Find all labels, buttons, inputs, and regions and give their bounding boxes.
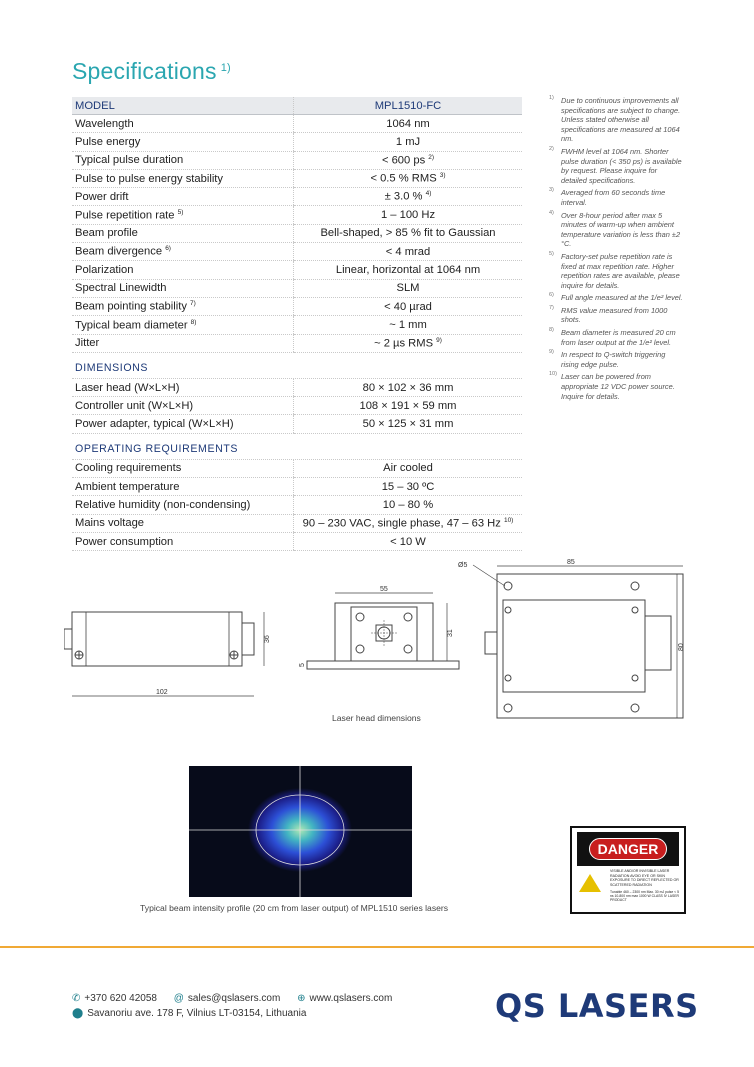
spec-label: Relative humidity (non-condensing) bbox=[72, 496, 294, 514]
spec-row bbox=[72, 397, 522, 415]
spec-label: Cooling requirements bbox=[72, 459, 294, 477]
footnote: 3) Averaged from 60 seconds time interval. bbox=[549, 187, 666, 207]
at-icon: @ bbox=[173, 993, 184, 1004]
phone-number[interactable]: +370 620 42058 bbox=[84, 993, 157, 1004]
beam-caption: Typical beam intensity profile (20 cm from laser output) of MPL1510 series lasers bbox=[140, 903, 449, 913]
company-logo: QS LASERS bbox=[495, 987, 699, 1025]
danger-label bbox=[570, 826, 686, 914]
spec-value: 90 – 230 VAC, single phase, 47 – 63 Hz $^{10)}$ bbox=[294, 514, 523, 532]
spec-value: Air cooled bbox=[294, 459, 523, 477]
footnotes bbox=[549, 96, 684, 404]
section-operating-requirements: OPERATING REQUIREMENTS bbox=[72, 433, 522, 459]
footnote: 5) Factory-set pulse repetition rate is fixed at max repetition rate. Higher repetition rates are available, please inquire for details. bbox=[549, 250, 680, 290]
spec-label: Mains voltage bbox=[72, 514, 294, 532]
spec-value: < 0.5 % RMS $^{3)}$ bbox=[294, 169, 523, 187]
spec-value: 1 – 100 Hz bbox=[294, 206, 523, 224]
spec-value: Bell-shaped, > 85 % fit to Gaussian bbox=[294, 224, 523, 242]
spec-value: 108 × 191 × 59 mm bbox=[294, 397, 523, 415]
spec-value: < 4 mrad bbox=[294, 243, 523, 261]
spec-value: ± 3.0 % $^{4)}$ bbox=[294, 188, 523, 206]
spec-row bbox=[72, 297, 522, 315]
spec-value: 50 × 125 × 31 mm bbox=[294, 415, 523, 433]
spec-row bbox=[72, 316, 522, 334]
spec-label: Power drift bbox=[72, 188, 294, 206]
dim-5-label: 5 bbox=[299, 663, 306, 667]
spec-value: < 600 ps $^{2)}$ bbox=[294, 151, 523, 169]
spec-label: Power adapter, typical (W×L×H) bbox=[72, 415, 294, 433]
spec-row bbox=[72, 496, 522, 514]
footnote: 7) RMS value measured from 1000 shots. bbox=[549, 304, 668, 325]
spec-row bbox=[72, 243, 522, 261]
footnote: 2) FWHM level at 1064 nm. Shorter pulse duration (< 350 ps) is available by request. Please inquire for detailed specifications. bbox=[549, 145, 682, 185]
globe-icon: ⊕ bbox=[297, 993, 306, 1004]
table-header-row bbox=[72, 97, 522, 115]
footnote: 9) In respect to Q-switch triggering rising edge pulse. bbox=[549, 349, 666, 369]
spec-row bbox=[72, 532, 522, 550]
contact-line bbox=[72, 993, 392, 1004]
dim-36-label: 36 bbox=[264, 635, 271, 643]
spec-row bbox=[72, 514, 522, 532]
spec-value: ~ 2 µs RMS $^{9)}$ bbox=[294, 334, 523, 352]
dim-85-label: 85 bbox=[567, 559, 575, 566]
danger-header: DANGER bbox=[589, 838, 668, 860]
spec-row bbox=[72, 224, 522, 242]
email-link[interactable]: sales@qslasers.com bbox=[187, 993, 281, 1004]
spec-value: 10 – 80 % bbox=[294, 496, 523, 514]
spec-value: < 10 W bbox=[294, 532, 523, 550]
footnote: 6) Full angle measured at the 1/e² level. bbox=[549, 292, 683, 303]
footnote: 1) Due to continuous improvements all specifications are subject to change. Unless stated otherwise all specifications are measured at 1064 nm. bbox=[549, 95, 681, 144]
footnote: 10) Laser can be powered from appropriate 12 VDC power source. Inquire for details. bbox=[549, 371, 675, 401]
spec-row bbox=[72, 334, 522, 352]
spec-value: 1 mJ bbox=[294, 133, 523, 151]
spec-label: Pulse repetition rate $^{5)}$ bbox=[72, 206, 294, 224]
spec-value: Linear, horizontal at 1064 nm bbox=[294, 261, 523, 279]
spec-label: Beam divergence $^{6)}$ bbox=[72, 243, 294, 261]
spec-row bbox=[72, 151, 522, 169]
spec-row bbox=[72, 279, 522, 297]
specifications-table bbox=[72, 97, 522, 551]
dim-31-label: 31 bbox=[447, 629, 454, 637]
spec-value: SLM bbox=[294, 279, 523, 297]
address-line bbox=[72, 1008, 306, 1019]
spec-label: Beam profile bbox=[72, 224, 294, 242]
laser-warning-icon bbox=[579, 874, 601, 892]
spec-label: Power consumption bbox=[72, 532, 294, 550]
spec-value: 15 – 30 ºC bbox=[294, 478, 523, 496]
spec-label: Typical beam diameter $^{8)}$ bbox=[72, 316, 294, 334]
spec-row bbox=[72, 206, 522, 224]
front-view-drawing bbox=[295, 585, 465, 685]
dim-55-label: 55 bbox=[380, 586, 388, 593]
footnote: 4) Over 8-hour period after max 5 minutes of warm-up when ambient temperature variation is less than ±2 °C. bbox=[549, 209, 681, 249]
location-pin-icon: ⬤ bbox=[72, 1008, 84, 1019]
spec-row bbox=[72, 169, 522, 187]
danger-text-1: VISIBLE AND/OR INVISIBLE LASER RADIATION AVOID EYE OR SKIN EXPOSURE TO DIRECT REFLECTED OR SCATTERED RADIATION bbox=[610, 869, 679, 887]
address-text: Savanoriu ave. 178 F, Vilnius LT-03154, Lithuania bbox=[87, 1008, 307, 1019]
spec-row bbox=[72, 478, 522, 496]
dim-80-label: 80 bbox=[678, 643, 685, 651]
top-view-drawing bbox=[455, 556, 695, 724]
spec-value: MPL1510-FC bbox=[294, 97, 523, 115]
spec-value: ~ 1 mm bbox=[294, 316, 523, 334]
footer-divider bbox=[0, 946, 754, 948]
spec-label: Jitter bbox=[72, 334, 294, 352]
spec-label: Pulse to pulse energy stability bbox=[72, 169, 294, 187]
spec-value: < 40 µrad bbox=[294, 297, 523, 315]
spec-label: MODEL bbox=[72, 97, 294, 115]
footnote: 8) Beam diameter is measured 20 cm from laser output at the 1/e² level. bbox=[549, 327, 676, 347]
page-title: Specifications $^{1)}$ bbox=[72, 58, 231, 84]
spec-row bbox=[72, 415, 522, 433]
website-link[interactable]: www.qslasers.com bbox=[309, 993, 393, 1004]
spec-label: Spectral Linewidth bbox=[72, 279, 294, 297]
spec-label: Typical pulse duration bbox=[72, 151, 294, 169]
spec-row bbox=[72, 459, 522, 477]
danger-text-2: Tunable 460 – 2300 nm Max. 30 mJ pulse < 5 ns 10-800 nm max 1000 W CLASS IV LASER PRODUCT bbox=[610, 890, 679, 903]
spec-row bbox=[72, 133, 522, 151]
spec-label: Wavelength bbox=[72, 115, 294, 133]
drawings-caption: Laser head dimensions bbox=[332, 713, 421, 723]
spec-value: 1064 nm bbox=[294, 115, 523, 133]
spec-label: Controller unit (W×L×H) bbox=[72, 397, 294, 415]
spec-label: Polarization bbox=[72, 261, 294, 279]
beam-profile-image bbox=[189, 766, 412, 897]
side-view-drawing bbox=[64, 598, 286, 706]
dim-102-label: 102 bbox=[156, 689, 168, 696]
title-footnote-mark: 1) bbox=[220, 62, 231, 74]
spec-row bbox=[72, 261, 522, 279]
spec-label: Laser head (W×L×H) bbox=[72, 378, 294, 396]
dim-d5-label: Ø5 bbox=[458, 562, 468, 569]
spec-label: Beam pointing stability $^{7)}$ bbox=[72, 297, 294, 315]
section-dimensions: DIMENSIONS bbox=[72, 352, 522, 378]
spec-row bbox=[72, 378, 522, 396]
spec-row bbox=[72, 115, 522, 133]
spec-label: Ambient temperature bbox=[72, 478, 294, 496]
phone-icon: ✆ bbox=[72, 993, 81, 1004]
spec-row bbox=[72, 188, 522, 206]
spec-label: Pulse energy bbox=[72, 133, 294, 151]
spec-value: 80 × 102 × 36 mm bbox=[294, 378, 523, 396]
